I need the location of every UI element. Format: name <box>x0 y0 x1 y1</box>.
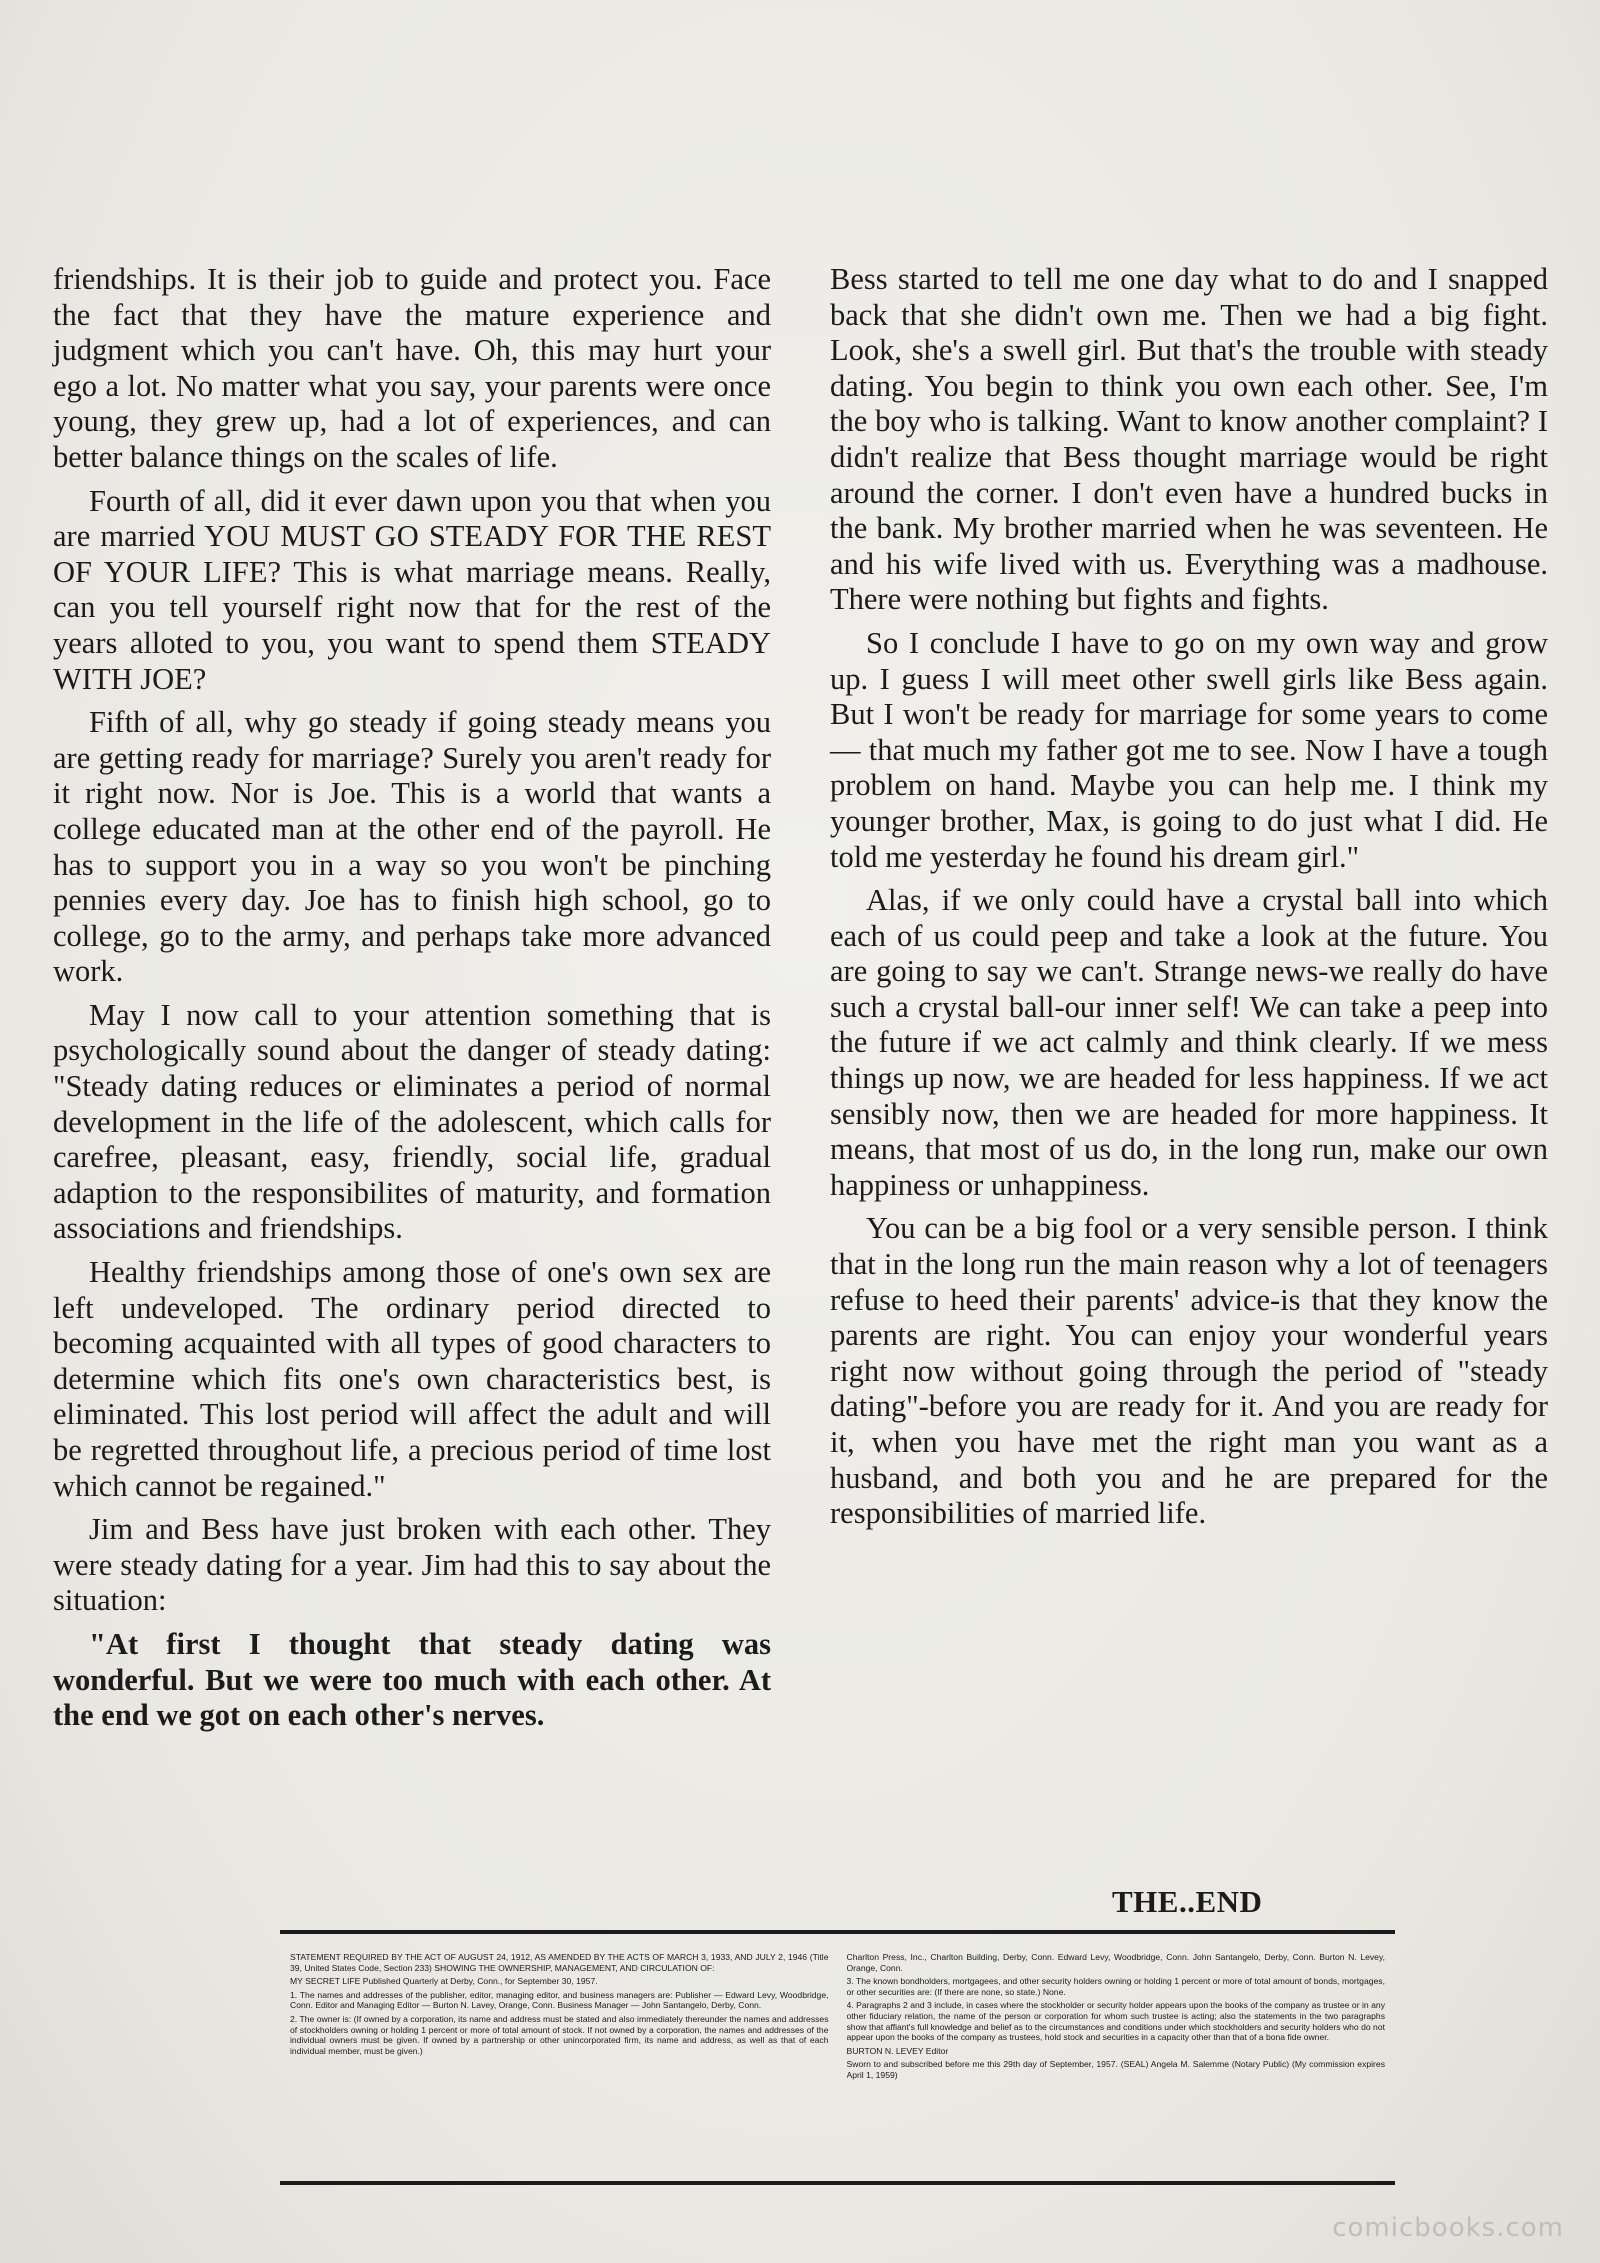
paragraph: You can be a big fool or a very sensible person. I think that in the long run the main reason why a lot of teenagers refuse to heed their parents' advice-is that they know the parents are right. You can enjoy your wonderful years right now without going through the period of "steady dating"-before you are ready for it. And you are ready for it, when you have met the right man you want as a husband, and both you and he are prepared for the responsibilities of married life. <box>830 1211 1548 1531</box>
statement-left-column <box>290 1952 829 2171</box>
statement-paragraph: BURTON N. LEVEY Editor <box>846 2045 949 2056</box>
statement-paragraph: STATEMENT REQUIRED BY THE ACT OF AUGUST 24, 1912, AS AMENDED BY THE ACTS OF MARCH 3, 1933, AND JULY 2, 1946 (Title 39, United States Code, Section 233) SHOWING THE OWNERSHIP, MANAGEMENT, AND CIRCULATION OF: <box>290 1952 829 1973</box>
right-text-column <box>830 262 1548 1540</box>
statement-paragraph: MY SECRET LIFE Published Quarterly at Derby, Conn., for September 30, 1957. <box>290 1976 598 1987</box>
paragraph: So I conclude I have to go on my own way and grow up. I guess I will meet other swell girls like Bess again. But I won't be ready for marriage for some years to come — that much my father got me to see. Now I have a tough problem on hand. Maybe you can help me. I think my younger brother, Max, is going to do just what I did. He told me yesterday he found his dream girl." <box>830 625 1548 874</box>
ownership-statement-box <box>280 1930 1395 2185</box>
statement-paragraph: 4. Paragraphs 2 and 3 include, in cases where the stockholder or security holder appears upon the books of the company as trustee or in any other fiduciary relation, the name of the person or corporation for whom such trustee is acting; also the statements in the two paragraphs show that affiant's full knowledge and belief as to the circumstances and conditions under which stockholders and security holders who do not appear upon the books of the company as trustees, hold stock and securities in a capacity other than that of a bona fide owner. <box>846 2000 1385 2043</box>
statement-paragraph: 2. The owner is: (If owned by a corporation, its name and address must be stated and also immediately thereunder the names and addresses of stockholders owning or holding 1 percent or more of total amount of stock. If not owned by a corporation, the names and addresses of the individual owners must be given. If owned by a partnership or other unincorporated firm, its name and address, as well as that of each individual member, must be given.) <box>290 2013 829 2056</box>
statement-paragraph: Sworn to and subscribed before me this 29th day of September, 1957. (SEAL) Angela M. Salemme (Notary Public) (My commission expires April 1, 1959) <box>846 2059 1385 2080</box>
paragraph: Fifth of all, why go steady if going steady means you are getting ready for marriage? Surely you aren't ready for it right now. Nor is Joe. This is a world that wants a college educated man at the other end of the payroll. He has to support you in a way so you won't be pinching pennies every day. Joe has to finish high school, go to college, go to the army, and perhaps take more advanced work. <box>53 705 771 989</box>
site-watermark: comicbooks.com <box>1332 2213 1564 2243</box>
statement-right-column <box>847 1952 1386 2171</box>
statement-paragraph: 3. The known bondholders, mortgagees, and other security holders owning or holding 1 percent or more of total amount of bonds, mortgages, or other securities are: (If there are none, so state.) None. <box>846 1976 1385 1997</box>
left-text-column <box>53 262 771 1742</box>
paragraph: Alas, if we only could have a crystal ball into which each of us could peep and take a look at the future. You are going to say we can't. Strange news-we really do have such a crystal ball-our inner self! We can take a peep into the future if we act calmly and think clearly. If we mess things up now, we are headed for less happiness. If we act sensibly now, then we are headed for more happiness. It means, that most of us do, in the long run, make our own happiness or unhappiness. <box>830 883 1548 1202</box>
paragraph: Fourth of all, did it ever dawn upon you that when you are married YOU MUST GO STEADY FOR THE REST OF YOUR LIFE? This is what marriage means. Really, can you tell yourself right now that for the rest of the years alloted to you, you want to spend them STEADY WITH JOE? <box>53 483 771 696</box>
paragraph: friendships. It is their job to guide and protect you. Face the fact that they have the mature experience and judgment which you can't have. Oh, this may hurt your ego a lot. No matter what you say, your parents were once young, they grew up, had a lot of experiences, and can better balance things on the scales of life. <box>53 262 771 474</box>
paragraph: Healthy friendships among those of one's own sex are left undeveloped. The ordinary period directed to becoming acquainted with all types of good characters to determine which fits one's own characteristics best, is eliminated. This lost period will affect the adult and will be regretted throughout life, a precious period of time lost which cannot be regained." <box>53 1255 771 1503</box>
statement-paragraph: Charlton Press, Inc., Charlton Building, Derby, Conn. Edward Levy, Woodbridge, Conn. John Santangelo, Derby, Conn. Burton N. Levey, Orange, Conn. <box>846 1952 1385 1973</box>
paragraph: Bess started to tell me one day what to do and I snapped back that she didn't own me. Then we had a big fight. Look, she's a swell girl. But that's the trouble with steady dating. You begin to think you own each other. See, I'm the boy who is talking. Want to know another complaint? I didn't realize that Bess thought marriage would be right around the corner. I don't even have a hundred bucks in the bank. My brother married when he was seventeen. He and his wife lived with us. Everything was a madhouse. There were nothing but fights and fights. <box>830 262 1548 617</box>
the-end-label: THE..END <box>1112 1884 1263 1919</box>
paragraph: Jim and Bess have just broken with each other. They were steady dating for a year. Jim had this to say about the situation: <box>53 1512 771 1618</box>
statement-paragraph: 1. The names and addresses of the publisher, editor, managing editor, and business managers are: Publisher — Edward Levy, Woodbridge, Conn. Editor and Managing Editor — Burton N. Lavey, Orange, Conn. Business Manager — John Santangelo, Derby, Conn. <box>290 1989 829 2011</box>
paragraph: May I now call to your attention something that is psychologically sound about the danger of steady dating: "Steady dating reduces or eliminates a period of normal development in the life of the adolescent, which calls for carefree, pleasant, easy, friendly, social life, gradual adaption to the responsibilites of maturity, and formation associations and friendships. <box>53 997 771 1246</box>
paragraph: "At first I thought that steady dating was wonderful. But we were too much with each other. At the end we got on each other's nerves. <box>53 1626 771 1733</box>
